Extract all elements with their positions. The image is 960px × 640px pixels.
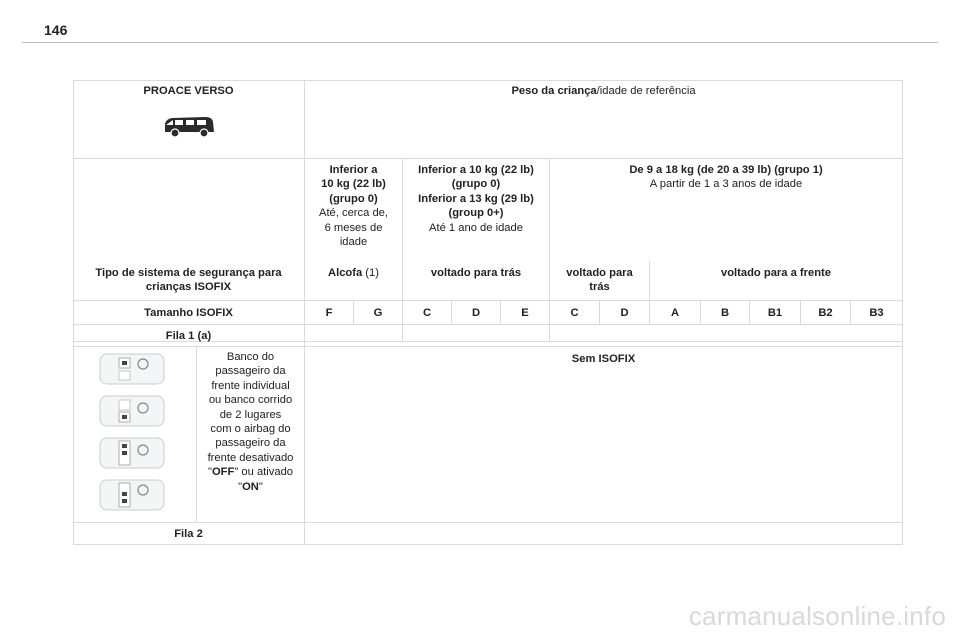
isofix-table [73,80,903,545]
isofix-size-f: F [305,301,354,325]
alcofa-bold: Alcofa [328,267,363,279]
watermark: carmanualsonline.info [688,601,946,631]
weight-header-rest: /idade de referência [596,85,696,97]
isofix-size-b: B [701,301,750,325]
row1-value: Sem ISOFIX [305,347,903,523]
isofix-size-e: E [501,301,550,325]
rear-facing-cell-2: voltado para trás [550,261,650,301]
row1-seat-desc [197,347,305,523]
seat-diagram-3-icon [97,435,167,471]
row2-label: Fila 2 [73,523,305,545]
rear-facing-cell: voltado para trás [403,261,550,301]
header-rule [22,42,938,43]
seat-desc-2: " ou ativado " [234,466,294,493]
seat-diagram-4-icon [97,477,167,513]
row1-label: Fila 1 (a) [73,325,305,347]
system-type-label: Tipo de sistema de segurança para crianças ISOFIX [73,261,305,301]
weight-class-3-title: De 9 a 18 kg (de 20 a 39 lb) (grupo 1) [629,164,823,176]
weight-class-2-title: Inferior a 10 kg (22 lb) (grupo 0) Inferior a 13 kg (29 lb) (group 0+) [418,164,534,220]
weight-class-1-desc: Até, cerca de, 6 meses de idade [318,207,389,249]
isofix-size-d: D [452,301,501,325]
isofix-size-g: G [354,301,403,325]
isofix-size-c-2: C [550,301,600,325]
weight-header-bold: Peso da criança [511,85,597,97]
alcofa-cell [305,261,403,301]
forward-facing-cell: voltado para a frente [650,261,903,301]
vehicle-name: PROACE VERSO [143,85,234,97]
page-number: 146 [44,22,68,38]
van-icon [162,112,216,140]
row2-empty [305,523,903,545]
isofix-size-b3: B3 [851,301,903,325]
alcofa-rest: (1) [362,267,379,279]
seat-diagram-2-icon [97,393,167,429]
row1-label-empty [305,325,903,347]
isofix-size-label: Tamanho ISOFIX [73,301,305,325]
isofix-size-b2: B2 [801,301,851,325]
row1-seat-diagrams [73,347,197,523]
seat-desc-on: ON [242,480,259,493]
weight-header-cell [305,80,903,159]
isofix-size-d-2: D [600,301,650,325]
weight-class-3-desc: A partir de 1 a 3 anos de idade [649,178,803,191]
seat-desc-3: " [258,480,263,493]
seat-desc-off: OFF [211,466,235,479]
weight-class-2-desc: Até 1 ano de idade [429,221,523,234]
vehicle-name-cell [73,80,305,159]
seat-diagram-group [97,351,181,519]
seat-diagram-1-icon [97,351,167,387]
isofix-size-b1: B1 [750,301,801,325]
isofix-size-a: A [650,301,701,325]
weight-class-1-title: Inferior a 10 kg (22 lb) (grupo 0) [321,164,386,205]
isofix-size-c: C [403,301,452,325]
seat-desc-1: Banco do passageiro da frente individual ou banco corrido de 2 lugares com o airbag do passageiro da frente desativado " [207,351,294,479]
